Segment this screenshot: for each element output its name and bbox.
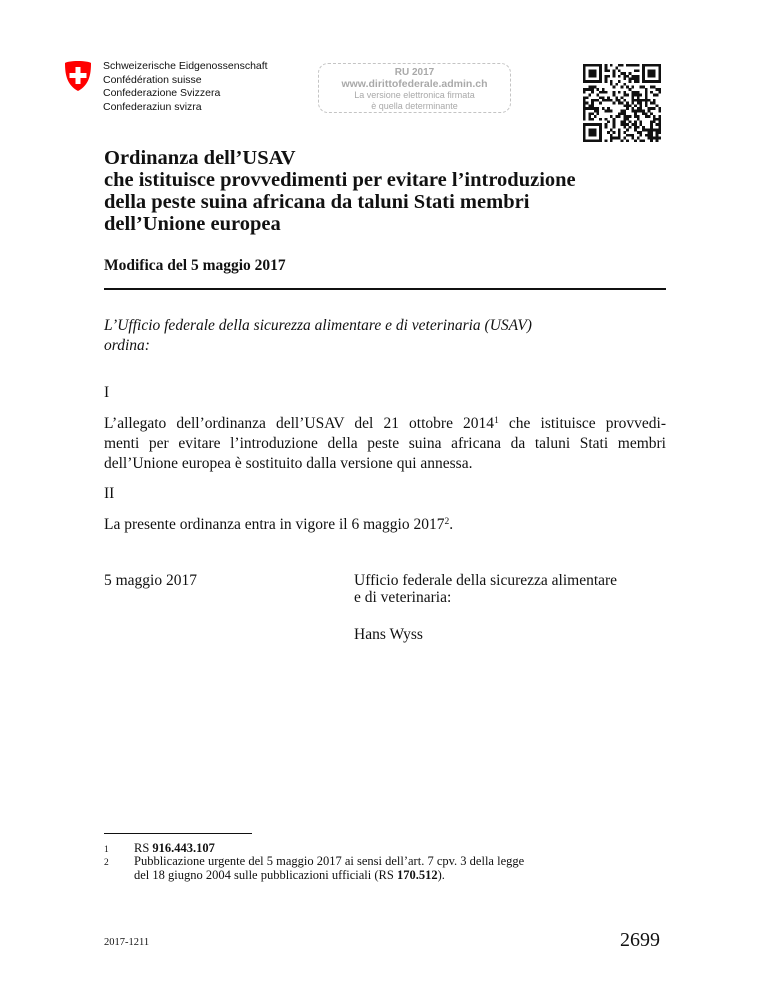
- confederation-name-fr: Confédération suisse: [103, 73, 202, 86]
- footnote-text: RS: [134, 841, 153, 855]
- title-line: che istituisce provvedimenti per evitare l’introduzione: [104, 169, 576, 191]
- title-line: Ordinanza dell’USAV: [104, 147, 296, 169]
- office-line: Ufficio federale della sicurezza alimentare: [354, 572, 618, 589]
- official-publication-stamp: [318, 63, 511, 113]
- paragraph-line: [104, 515, 666, 535]
- line-text-after: .: [449, 516, 454, 533]
- confederation-name-it: Confederazione Svizzera: [103, 87, 221, 99]
- paragraph-line: [104, 454, 666, 474]
- amendment-date-heading: Modifica del 5 maggio 2017: [104, 257, 286, 274]
- footnote-text: del 18 giugno 2004 sulle pubblicazioni ufficiali (RS: [134, 867, 397, 882]
- office-line: e di veterinaria:: [354, 589, 452, 606]
- footnote-text: Pubblicazione urgente del 5 maggio 2017 ai sensi dell’art. 7 cpv. 3 della legge: [134, 854, 525, 868]
- preamble-line: L’Ufficio federale della sicurezza alimentare e di veterinaria (USAV): [104, 317, 532, 334]
- signing-office: [354, 572, 674, 606]
- footnote-ref-number: 916.443.107: [152, 841, 215, 855]
- footnote-line: [134, 869, 524, 883]
- confederation-name-de: Schweizerische Eidgenossenschaft: [103, 60, 268, 72]
- stamp-url: www.dirittofederale.admin.ch: [341, 78, 488, 90]
- signature-date: 5 maggio 2017: [104, 572, 197, 589]
- footnote-line: [134, 855, 524, 869]
- qr-code-icon: [583, 64, 661, 142]
- page-number: 2699: [620, 929, 660, 951]
- document-code: 2017-1211: [104, 937, 150, 948]
- section-paragraph: [104, 414, 666, 474]
- footnote-text: ).: [437, 867, 445, 882]
- footnote-ref: 1: [494, 416, 499, 426]
- line-text: L’allegato dell’ordinanza dell’USAV del 21 ottobre 2014: [104, 415, 495, 432]
- line-text: dell’Unione europea è sostituito dalla versione qui annessa.: [104, 455, 473, 472]
- paragraph-line: [104, 434, 666, 454]
- paragraph-line: [104, 414, 666, 434]
- stamp-note-2: è quella determinante: [371, 100, 458, 111]
- section-number: II: [104, 485, 115, 502]
- footnote-ref: 2: [444, 517, 450, 527]
- line-text: menti per evitare l’introduzione della peste suina africana da taluni Stati membri: [104, 435, 666, 452]
- line-text: La presente ordinanza entra in vigore il 6 maggio 2017: [104, 516, 445, 533]
- footnote-number: 1: [104, 845, 109, 855]
- swiss-cross-icon: [64, 60, 92, 92]
- footnote-divider: [104, 833, 252, 834]
- confederation-names: [103, 60, 268, 114]
- title-line: dell’Unione europea: [104, 213, 281, 235]
- footnote-ref-number: 170.512: [396, 867, 438, 882]
- document-title: [104, 147, 664, 235]
- preamble: [104, 316, 664, 356]
- preamble-line: ordina:: [104, 337, 150, 354]
- stamp-note-1: La versione elettronica firmata: [354, 90, 475, 100]
- header-divider: [104, 288, 666, 290]
- stamp-collection: RU 2017: [394, 67, 435, 78]
- line-text-after: che istituisce provvedi-: [498, 415, 666, 432]
- signatory-name: Hans Wyss: [354, 626, 423, 643]
- title-line: della peste suina africana da taluni Stati membri: [104, 191, 530, 213]
- footnote-2: [134, 855, 524, 882]
- section-number: I: [104, 384, 110, 401]
- section-paragraph: [104, 515, 666, 535]
- confederation-name-rm: Confederaziun svizra: [103, 100, 202, 113]
- footnote-number: 2: [104, 858, 109, 868]
